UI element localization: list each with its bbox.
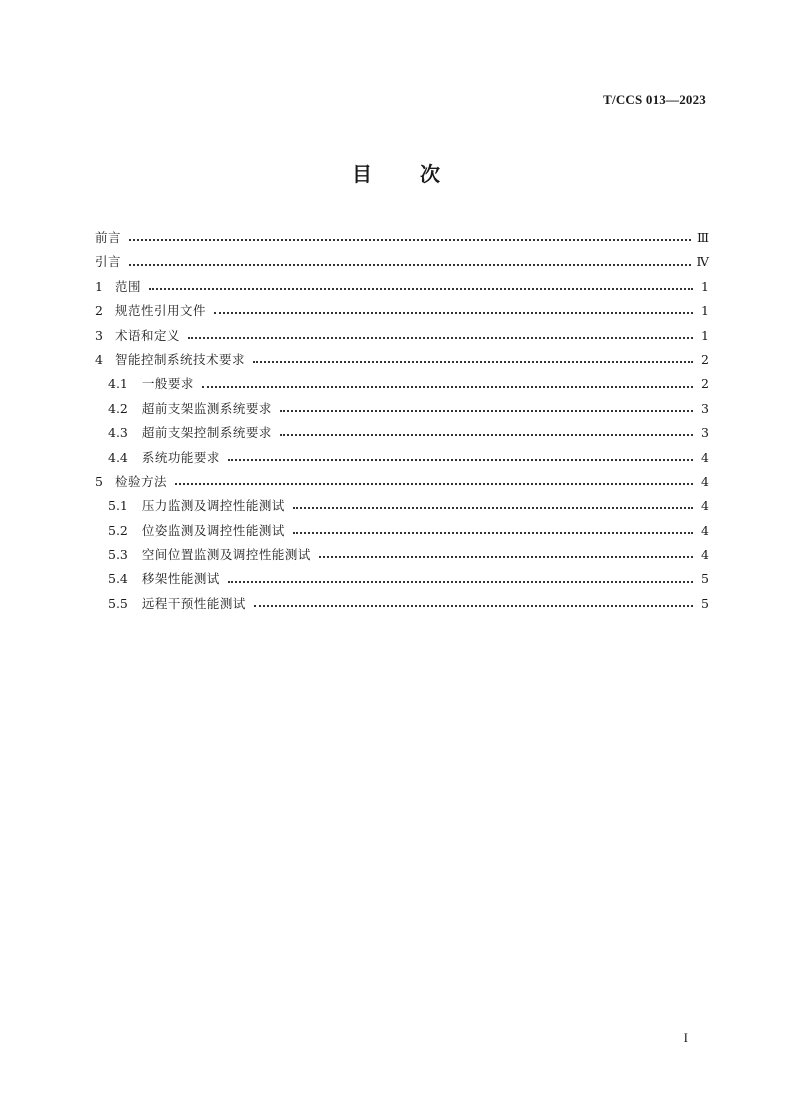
- dot-leader: [293, 507, 693, 509]
- dot-leader: [188, 337, 693, 339]
- dot-leader: [129, 264, 690, 266]
- toc-entry-page: 1: [701, 278, 709, 294]
- toc-entry-number: 5: [95, 473, 103, 489]
- dot-leader: [319, 556, 693, 558]
- toc-entry-page: Ⅳ: [696, 254, 709, 270]
- toc-entry-label: 移架性能测试: [141, 571, 220, 587]
- toc-entry[interactable]: [95, 519, 709, 543]
- toc-entry-page: 3: [701, 400, 709, 416]
- dot-leader: [228, 459, 693, 461]
- toc-entry-page: 1: [701, 303, 709, 319]
- toc-entry[interactable]: [95, 494, 709, 518]
- toc-entry-page: 5: [701, 595, 709, 611]
- toc-entry-page: 4: [701, 498, 709, 514]
- toc-entry-label: 超前支架监测系统要求: [141, 400, 272, 416]
- toc-entry[interactable]: [95, 324, 709, 348]
- toc-entry[interactable]: [95, 397, 709, 421]
- dot-leader: [228, 581, 693, 583]
- toc-entry-page: 4: [701, 449, 709, 465]
- toc-entry-label: 一般要求: [141, 376, 194, 392]
- page-number: I: [683, 1030, 688, 1045]
- toc-entry[interactable]: [95, 446, 709, 470]
- toc-entry-number: 4.4: [108, 449, 128, 465]
- toc-entry-number: 4.1: [108, 376, 128, 392]
- toc-entry-page: 3: [701, 425, 709, 441]
- toc-entry-label: 范围: [114, 278, 141, 294]
- title-char-1: 目: [352, 162, 372, 186]
- dot-leader: [202, 386, 693, 388]
- toc-entry-label: 位姿监测及调控性能测试: [141, 522, 285, 538]
- dot-leader: [175, 483, 693, 485]
- dot-leader: [254, 605, 693, 607]
- toc-entry-label: 空间位置监测及调控性能测试: [141, 547, 311, 563]
- toc-entry-label: 规范性引用文件: [114, 303, 206, 319]
- toc-entry[interactable]: [95, 421, 709, 445]
- toc-entry[interactable]: [95, 250, 709, 274]
- toc-entry[interactable]: [95, 299, 709, 323]
- toc-entry-page: 4: [701, 547, 709, 563]
- dot-leader: [149, 288, 693, 290]
- toc-entry-page: 4: [701, 522, 709, 538]
- toc-entry-page: 2: [701, 351, 709, 367]
- toc-entry-label: 检验方法: [114, 473, 167, 489]
- toc-entry-page: 2: [701, 376, 709, 392]
- toc-entry[interactable]: [95, 567, 709, 591]
- standard-number: T/CCS 013—2023: [603, 92, 706, 107]
- toc-entry[interactable]: [95, 372, 709, 396]
- toc-entry[interactable]: [95, 543, 709, 567]
- toc-entry[interactable]: [95, 275, 709, 299]
- title-char-2: 次: [420, 162, 440, 186]
- toc-entry-page: 4: [701, 473, 709, 489]
- toc-entry-page: Ⅲ: [696, 230, 709, 245]
- dot-leader: [214, 312, 693, 314]
- toc-entry[interactable]: [95, 348, 709, 372]
- toc-entry-number: 5.4: [108, 571, 128, 587]
- toc-entry-label: 术语和定义: [114, 327, 180, 343]
- toc-entry-number: 5.3: [108, 547, 128, 563]
- toc-entry-number: 4: [95, 351, 103, 367]
- toc-entry-number: 5.5: [108, 595, 128, 611]
- toc-entry-label: 引言: [95, 254, 122, 270]
- toc-entry-number: 2: [95, 303, 103, 319]
- toc-entry-label: 超前支架控制系统要求: [141, 425, 272, 441]
- toc-entry-label: 压力监测及调控性能测试: [141, 498, 285, 514]
- toc-entry-number: 4.2: [108, 400, 128, 416]
- toc-entry-number: 5.2: [108, 522, 128, 538]
- toc-entry[interactable]: [95, 470, 709, 494]
- toc-entry-number: 5.1: [108, 498, 128, 514]
- toc-entry-label: 前言: [95, 230, 122, 245]
- toc-entry-number: 3: [95, 327, 103, 343]
- dot-leader: [293, 532, 693, 534]
- table-of-contents: [95, 226, 709, 616]
- toc-entry-label: 智能控制系统技术要求: [114, 351, 245, 367]
- toc-entry-page: 5: [701, 571, 709, 587]
- toc-entry-number: 4.3: [108, 425, 128, 441]
- dot-leader: [129, 239, 691, 241]
- toc-entry-page: 1: [701, 327, 709, 343]
- toc-entry-label: 远程干预性能测试: [141, 595, 246, 611]
- dot-leader: [280, 410, 693, 412]
- toc-entry[interactable]: [95, 226, 709, 250]
- dot-leader: [280, 434, 693, 436]
- toc-entry-number: 1: [95, 278, 103, 294]
- toc-entry-label: 系统功能要求: [141, 449, 220, 465]
- toc-entry[interactable]: [95, 592, 709, 616]
- page-title: [0, 158, 792, 187]
- dot-leader: [253, 361, 693, 363]
